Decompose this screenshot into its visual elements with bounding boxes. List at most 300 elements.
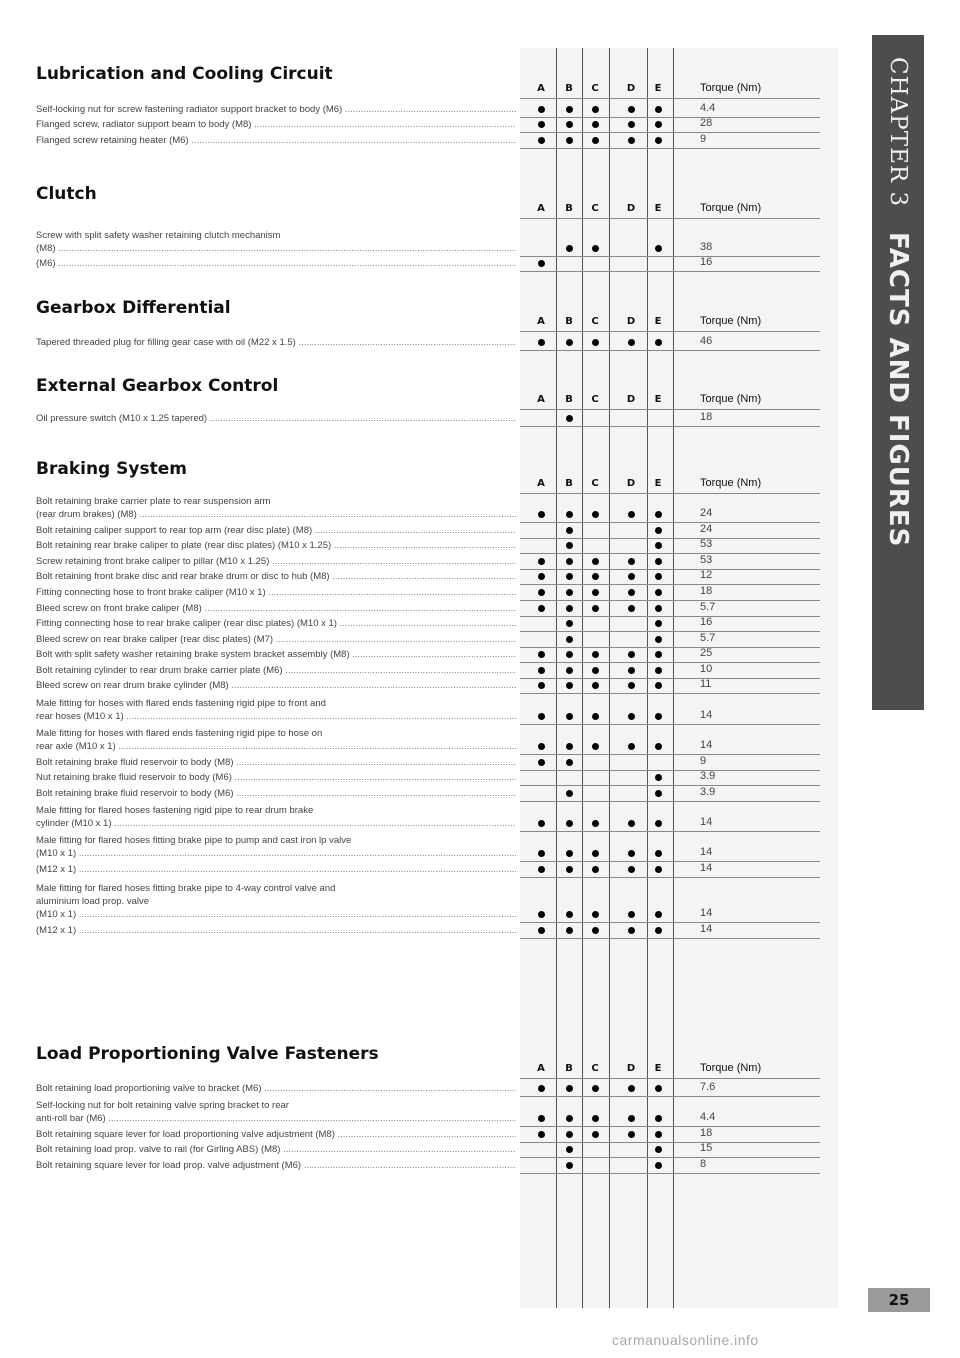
- column-header-a: A: [537, 316, 545, 327]
- header-rule: [520, 1078, 820, 1079]
- applicability-dot-d: [628, 589, 635, 596]
- column-header-a: A: [537, 394, 545, 405]
- applicability-dot-e: [655, 636, 662, 643]
- applicability-dot-b: [566, 1131, 573, 1138]
- applicability-dot-e: [655, 121, 662, 128]
- applicability-dot-c: [592, 682, 599, 689]
- column-header-e: E: [654, 316, 662, 327]
- torque-column-header: Torque (Nm): [700, 393, 762, 405]
- row-rule: [520, 1157, 820, 1158]
- applicability-dot-e: [655, 743, 662, 750]
- row-rule: [520, 678, 820, 679]
- spec-description: [36, 679, 516, 692]
- spec-line: Bolt retaining rear brake caliper to plate (rear disc plates) (M10 x 1.25) .....: [36, 539, 516, 552]
- spec-line: (M12 x 1) .....: [36, 863, 516, 876]
- applicability-dot-e: [655, 1146, 662, 1153]
- applicability-dot-b: [566, 1162, 573, 1169]
- applicability-dot-b: [566, 121, 573, 128]
- page-number: 25: [868, 1288, 930, 1312]
- applicability-dot-c: [592, 667, 599, 674]
- applicability-dot-d: [628, 121, 635, 128]
- applicability-dot-b: [566, 682, 573, 689]
- applicability-dot-b: [566, 137, 573, 144]
- spec-description: [36, 787, 516, 800]
- column-header-d: D: [626, 83, 636, 94]
- spec-line: Self-locking nut for bolt retaining valve spring bracket to rear: [36, 1100, 289, 1111]
- applicability-dot-b: [566, 589, 573, 596]
- torque-value: 14: [700, 846, 713, 858]
- spec-line: rear axle (M10 x 1) .....: [36, 740, 516, 753]
- applicability-dot-e: [655, 1115, 662, 1122]
- applicability-dot-b: [566, 339, 573, 346]
- torque-value: 16: [700, 256, 713, 268]
- torque-value: 5.7: [700, 601, 716, 613]
- torque-column-header: Torque (Nm): [700, 82, 762, 94]
- applicability-dot-d: [628, 1131, 635, 1138]
- torque-value: 14: [700, 739, 713, 751]
- column-header-c: C: [591, 203, 599, 214]
- torque-value: 5.7: [700, 632, 716, 644]
- column-header-d: D: [626, 1063, 636, 1074]
- column-header-d: D: [626, 316, 636, 327]
- applicability-dot-a: [538, 511, 545, 518]
- spec-line: Bolt retaining load proportioning valve to bracket (M6) .....: [36, 1082, 516, 1095]
- torque-value: 25: [700, 647, 713, 659]
- applicability-dot-a: [538, 558, 545, 565]
- spec-line: Bleed screw on front brake caliper (M8) .....: [36, 602, 516, 615]
- column-header-b: B: [565, 203, 573, 214]
- spec-description: [36, 924, 516, 937]
- torque-value: 14: [700, 907, 713, 919]
- spec-description: [36, 727, 516, 753]
- applicability-dot-e: [655, 911, 662, 918]
- column-header-a: A: [537, 1063, 545, 1074]
- spec-line: Bolt retaining caliper support to rear top arm (rear disc plate) (M8) .....: [36, 524, 516, 537]
- spec-line: Male fitting for hoses with flared ends fastening rigid pipe to hose on: [36, 728, 323, 739]
- torque-value: 24: [700, 507, 713, 519]
- torque-value: 53: [700, 554, 713, 566]
- spec-description: [36, 602, 516, 615]
- torque-value: 11: [700, 678, 712, 690]
- spec-description: [36, 1143, 516, 1156]
- spec-line: Bolt retaining cylinder to rear drum brake carrier plate (M6) .....: [36, 664, 516, 677]
- applicability-dot-a: [538, 927, 545, 934]
- spec-line: Screw retaining front brake caliper to pillar (M10 x 1.25) .....: [36, 555, 516, 568]
- applicability-dot-a: [538, 1131, 545, 1138]
- applicability-dot-c: [592, 339, 599, 346]
- column-header-e: E: [654, 1063, 662, 1074]
- row-rule: [520, 693, 820, 694]
- spec-line: Bleed screw on rear brake caliper (rear disc plates) (M7) .....: [36, 633, 516, 646]
- watermark-text: carmanualsonline.info: [612, 1332, 759, 1348]
- torque-value: 7.6: [700, 1081, 716, 1093]
- spec-description: [36, 633, 516, 646]
- row-rule: [520, 922, 820, 923]
- applicability-dot-d: [628, 850, 635, 857]
- applicability-dot-e: [655, 605, 662, 612]
- spec-description: [36, 570, 516, 583]
- applicability-dot-c: [592, 511, 599, 518]
- applicability-dot-a: [538, 260, 545, 267]
- torque-value: 24: [700, 523, 713, 535]
- applicability-dot-a: [538, 759, 545, 766]
- spec-description: [36, 495, 516, 521]
- row-rule: [520, 522, 820, 523]
- applicability-dot-b: [566, 1146, 573, 1153]
- spec-description: [36, 524, 516, 537]
- applicability-dot-e: [655, 1162, 662, 1169]
- spec-line: Flanged screw, radiator support beam to body (M8) .....: [36, 118, 516, 131]
- spec-description: [36, 882, 516, 921]
- row-rule: [520, 631, 820, 632]
- row-rule: [520, 148, 820, 149]
- applicability-dot-b: [566, 911, 573, 918]
- applicability-dot-e: [655, 850, 662, 857]
- applicability-dot-e: [655, 542, 662, 549]
- row-rule: [520, 538, 820, 539]
- spec-line: Tapered threaded plug for filling gear case with oil (M22 x 1.5) .....: [36, 336, 516, 349]
- applicability-dot-b: [566, 667, 573, 674]
- applicability-dot-b: [566, 636, 573, 643]
- applicability-dot-c: [592, 121, 599, 128]
- torque-value: 9: [700, 755, 707, 767]
- applicability-dot-a: [538, 651, 545, 658]
- torque-value: 14: [700, 816, 713, 828]
- torque-value: 18: [700, 585, 713, 597]
- applicability-dot-a: [538, 682, 545, 689]
- applicability-dot-e: [655, 620, 662, 627]
- section-title: Braking System: [36, 459, 187, 479]
- column-header-c: C: [591, 1063, 599, 1074]
- applicability-dot-c: [592, 245, 599, 252]
- torque-value: 10: [700, 663, 713, 675]
- applicability-dot-b: [566, 651, 573, 658]
- spec-line: (M8) .....: [36, 242, 516, 255]
- applicability-dot-e: [655, 774, 662, 781]
- column-header-d: D: [626, 394, 636, 405]
- applicability-dot-a: [538, 605, 545, 612]
- spec-line: Bleed screw on rear drum brake cylinder (M8) .....: [36, 679, 516, 692]
- column-header-d: D: [626, 203, 636, 214]
- applicability-dot-e: [655, 137, 662, 144]
- applicability-dot-b: [566, 1115, 573, 1122]
- row-rule: [520, 1142, 820, 1143]
- spec-line: Self-locking nut for screw fastening radiator support bracket to body (M6) .....: [36, 103, 516, 116]
- spec-description: [36, 863, 516, 876]
- applicability-dot-b: [566, 1085, 573, 1092]
- applicability-dot-e: [655, 589, 662, 596]
- row-rule: [520, 647, 820, 648]
- torque-value: 46: [700, 335, 713, 347]
- section-title: Lubrication and Cooling Circuit: [36, 64, 333, 84]
- spec-description: [36, 336, 516, 349]
- spec-line: Bolt with split safety washer retaining brake system bracket assembly (M8) .....: [36, 648, 516, 661]
- applicability-dot-b: [566, 573, 573, 580]
- header-rule: [520, 98, 820, 99]
- torque-value: 14: [700, 709, 713, 721]
- applicability-dot-e: [655, 927, 662, 934]
- applicability-dot-e: [655, 820, 662, 827]
- applicability-dot-d: [628, 866, 635, 873]
- spec-line: Nut retaining brake fluid reservoir to body (M6) .....: [36, 771, 516, 784]
- applicability-dot-a: [538, 820, 545, 827]
- applicability-dot-b: [566, 713, 573, 720]
- column-header-e: E: [654, 83, 662, 94]
- applicability-dot-a: [538, 667, 545, 674]
- applicability-dot-b: [566, 106, 573, 113]
- applicability-dot-c: [592, 820, 599, 827]
- torque-value: 14: [700, 923, 713, 935]
- applicability-dot-c: [592, 605, 599, 612]
- applicability-dot-d: [628, 927, 635, 934]
- spec-line: Male fitting for flared hoses fitting brake pipe to pump and cast iron lp valve: [36, 835, 352, 846]
- applicability-dot-a: [538, 911, 545, 918]
- spec-line: (M10 x 1) .....: [36, 908, 516, 921]
- row-rule: [520, 754, 820, 755]
- torque-value: 4.4: [700, 1111, 716, 1123]
- spec-line: Bolt retaining load prop. valve to rail (for Girling ABS) (M8) .....: [36, 1143, 516, 1156]
- applicability-dot-b: [566, 866, 573, 873]
- applicability-dot-d: [628, 573, 635, 580]
- applicability-dot-c: [592, 1131, 599, 1138]
- row-rule: [520, 132, 820, 133]
- row-rule: [520, 785, 820, 786]
- applicability-dot-d: [628, 605, 635, 612]
- spec-line: Bolt retaining square lever for load prop. valve adjustment (M6) .....: [36, 1159, 516, 1172]
- spec-line: Bolt retaining brake carrier plate to rear suspension arm: [36, 496, 271, 507]
- spec-line: cylinder (M10 x 1) .....: [36, 817, 516, 830]
- header-rule: [520, 331, 820, 332]
- spec-line: Screw with split safety washer retaining clutch mechanism: [36, 230, 281, 241]
- spec-description: [36, 771, 516, 784]
- spec-description: [36, 834, 516, 860]
- column-header-b: B: [565, 1063, 573, 1074]
- applicability-dot-a: [538, 589, 545, 596]
- applicability-dot-e: [655, 558, 662, 565]
- applicability-dot-d: [628, 820, 635, 827]
- applicability-dot-e: [655, 339, 662, 346]
- spec-description: [36, 229, 516, 255]
- spec-line: Bolt retaining front brake disc and rear brake drum or disc to hub (M8) .....: [36, 570, 516, 583]
- applicability-dot-e: [655, 790, 662, 797]
- applicability-dot-d: [628, 137, 635, 144]
- torque-value: 12: [700, 569, 713, 581]
- applicability-dot-c: [592, 927, 599, 934]
- spec-line: Oil pressure switch (M10 x 1.25 tapered) .....: [36, 412, 516, 425]
- column-header-e: E: [654, 394, 662, 405]
- section-title: Clutch: [36, 184, 97, 204]
- applicability-dot-d: [628, 558, 635, 565]
- row-rule: [520, 616, 820, 617]
- row-rule: [520, 271, 820, 272]
- applicability-dot-c: [592, 911, 599, 918]
- applicability-dot-a: [538, 573, 545, 580]
- applicability-dot-c: [592, 1115, 599, 1122]
- applicability-dot-a: [538, 713, 545, 720]
- spec-description: [36, 118, 516, 131]
- applicability-dot-d: [628, 1085, 635, 1092]
- header-rule: [520, 409, 820, 410]
- spec-line: (M10 x 1) .....: [36, 847, 516, 860]
- spec-line: aluminium load prop. valve: [36, 896, 150, 907]
- applicability-dot-d: [628, 911, 635, 918]
- row-rule: [520, 426, 820, 427]
- row-rule: [520, 1173, 820, 1174]
- spec-description: [36, 617, 516, 630]
- column-header-a: A: [537, 83, 545, 94]
- row-rule: [520, 724, 820, 725]
- applicability-dot-b: [566, 605, 573, 612]
- applicability-dot-d: [628, 743, 635, 750]
- spec-description: [36, 1099, 516, 1125]
- row-rule: [520, 938, 820, 939]
- row-rule: [520, 831, 820, 832]
- torque-value: 3.9: [700, 786, 716, 798]
- chapter-side-tab: [872, 35, 924, 710]
- applicability-dot-a: [538, 866, 545, 873]
- torque-value: 8: [700, 1158, 707, 1170]
- spec-description: [36, 697, 516, 723]
- row-rule: [520, 117, 820, 118]
- spec-description: [36, 664, 516, 677]
- applicability-dot-c: [592, 743, 599, 750]
- spec-description: [36, 1128, 516, 1141]
- spec-description: [36, 412, 516, 425]
- applicability-dot-d: [628, 713, 635, 720]
- applicability-dot-c: [592, 106, 599, 113]
- spec-line: Male fitting for flared hoses fitting brake pipe to 4-way control valve and: [36, 883, 336, 894]
- column-header-c: C: [591, 478, 599, 489]
- column-header-b: B: [565, 394, 573, 405]
- applicability-dot-c: [592, 651, 599, 658]
- applicability-dot-a: [538, 121, 545, 128]
- applicability-dot-e: [655, 682, 662, 689]
- applicability-dot-b: [566, 620, 573, 627]
- spec-line: Bolt retaining brake fluid reservoir to body (M8) .....: [36, 756, 516, 769]
- spec-line: Flanged screw retaining heater (M6) .....: [36, 134, 516, 147]
- applicability-dot-d: [628, 511, 635, 518]
- row-rule: [520, 1126, 820, 1127]
- applicability-dot-a: [538, 339, 545, 346]
- applicability-dot-e: [655, 106, 662, 113]
- applicability-dot-e: [655, 527, 662, 534]
- spec-description: [36, 257, 516, 270]
- spec-description: [36, 555, 516, 568]
- column-header-e: E: [654, 203, 662, 214]
- header-rule: [520, 218, 820, 219]
- section-title: Gearbox Differential: [36, 298, 231, 318]
- applicability-dot-b: [566, 759, 573, 766]
- spec-description: [36, 134, 516, 147]
- header-rule: [520, 493, 820, 494]
- torque-value: 28: [700, 117, 713, 129]
- applicability-dot-c: [592, 137, 599, 144]
- torque-column-header: Torque (Nm): [700, 477, 762, 489]
- torque-value: 3.9: [700, 770, 716, 782]
- column-header-b: B: [565, 316, 573, 327]
- applicability-dot-d: [628, 106, 635, 113]
- row-rule: [520, 569, 820, 570]
- applicability-dot-b: [566, 542, 573, 549]
- applicability-dot-b: [566, 850, 573, 857]
- applicability-dot-b: [566, 527, 573, 534]
- applicability-dot-e: [655, 573, 662, 580]
- applicability-dot-e: [655, 651, 662, 658]
- spec-line: Fitting connecting hose to rear brake caliper (rear disc plates) (M10 x 1) .....: [36, 617, 516, 630]
- spec-line: Male fitting for hoses with flared ends fastening rigid pipe to front and: [36, 698, 326, 709]
- applicability-dot-c: [592, 558, 599, 565]
- row-rule: [520, 861, 820, 862]
- applicability-dot-a: [538, 850, 545, 857]
- torque-column-header: Torque (Nm): [700, 1062, 762, 1074]
- row-rule: [520, 1096, 820, 1097]
- spec-description: [36, 103, 516, 116]
- spec-line: Male fitting for flared hoses fastening rigid pipe to rear drum brake: [36, 805, 314, 816]
- applicability-dot-c: [592, 850, 599, 857]
- column-header-c: C: [591, 316, 599, 327]
- applicability-dot-c: [592, 713, 599, 720]
- column-header-a: A: [537, 478, 545, 489]
- torque-value: 18: [700, 1127, 713, 1139]
- torque-column-header: Torque (Nm): [700, 315, 762, 327]
- applicability-dot-e: [655, 667, 662, 674]
- applicability-dot-b: [566, 558, 573, 565]
- spec-line: (M6) .....: [36, 257, 516, 270]
- torque-value: 9: [700, 133, 707, 145]
- applicability-dot-e: [655, 713, 662, 720]
- applicability-dot-b: [566, 743, 573, 750]
- applicability-dot-c: [592, 589, 599, 596]
- applicability-dot-b: [566, 927, 573, 934]
- spec-line: (M12 x 1) .....: [36, 924, 516, 937]
- row-rule: [520, 877, 820, 878]
- chapter-label: CHAPTER 3: [885, 57, 911, 208]
- applicability-dot-a: [538, 137, 545, 144]
- torque-column-header: Torque (Nm): [700, 202, 762, 214]
- column-header-d: D: [626, 478, 636, 489]
- spec-description: [36, 539, 516, 552]
- applicability-dot-b: [566, 511, 573, 518]
- torque-value: 38: [700, 241, 713, 253]
- column-header-b: B: [565, 83, 573, 94]
- applicability-dot-e: [655, 866, 662, 873]
- applicability-dot-e: [655, 245, 662, 252]
- applicability-dot-c: [592, 1085, 599, 1092]
- torque-value: 4.4: [700, 102, 716, 114]
- spec-description: [36, 586, 516, 599]
- row-rule: [520, 770, 820, 771]
- applicability-dot-b: [566, 820, 573, 827]
- applicability-dot-d: [628, 339, 635, 346]
- section-title: Load Proportioning Valve Fasteners: [36, 1044, 379, 1064]
- spec-description: [36, 1082, 516, 1095]
- applicability-dot-d: [628, 667, 635, 674]
- applicability-dot-a: [538, 1115, 545, 1122]
- spec-line: anti-roll bar (M6) .....: [36, 1112, 516, 1125]
- applicability-dot-c: [592, 866, 599, 873]
- applicability-dot-a: [538, 1085, 545, 1092]
- section-title: External Gearbox Control: [36, 376, 279, 396]
- spec-description: [36, 756, 516, 769]
- spec-description: [36, 1159, 516, 1172]
- applicability-dot-e: [655, 1131, 662, 1138]
- applicability-dot-e: [655, 511, 662, 518]
- torque-value: 14: [700, 862, 713, 874]
- row-rule: [520, 256, 820, 257]
- torque-value: 16: [700, 616, 713, 628]
- spec-description: [36, 648, 516, 661]
- row-rule: [520, 600, 820, 601]
